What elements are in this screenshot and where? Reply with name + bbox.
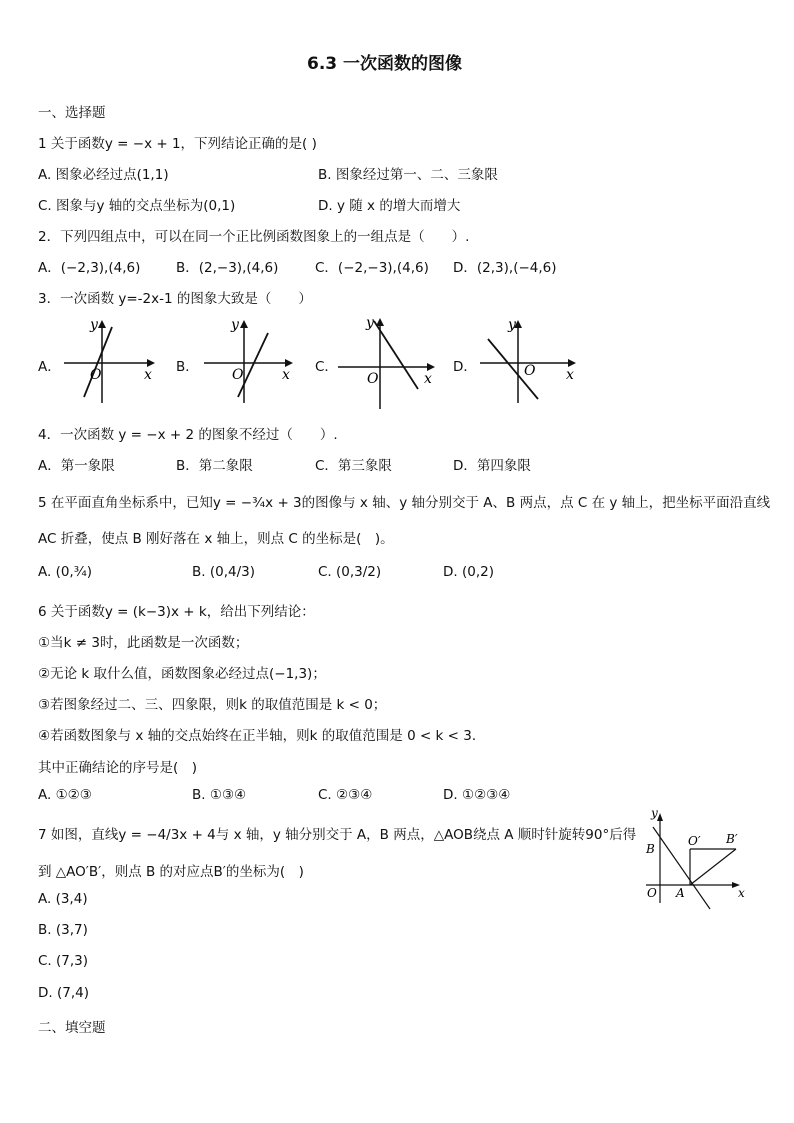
question-3-stem: 3．一次函数 y=-2x-1 的图象大致是（ ） bbox=[38, 291, 312, 307]
question-5-option-b: B. (0,4/3) bbox=[192, 564, 255, 580]
question-5-option-a: A. (0,¾) bbox=[38, 564, 93, 580]
question-4-option-a: A．第一象限 bbox=[38, 458, 115, 474]
question-7-option-c: C. (7,3) bbox=[38, 953, 89, 969]
fig-x-label: x bbox=[738, 886, 745, 900]
question-2-option-d: D．(2,3),(−4,6) bbox=[453, 260, 557, 276]
question-1-option-a: A. 图象必经过点(1,1) bbox=[38, 167, 169, 183]
question-7-option-b: B. (3,7) bbox=[38, 922, 88, 938]
question-3-option-c: C． bbox=[315, 359, 338, 375]
y-axis-label: y bbox=[508, 317, 516, 333]
graph-option-a bbox=[60, 313, 160, 403]
question-2-option-b: B．(2,−3),(4,6) bbox=[176, 260, 279, 276]
question-7-stem-line-1: 7 如图，直线y = −4/3x + 4与 x 轴，y 轴分别交于 A，B 两点，△AOB绕点 A 顺时针旋转90°后得 bbox=[38, 827, 637, 843]
question-3-option-d: D． bbox=[453, 359, 477, 375]
question-5-stem-line-2: AC 折叠，使点 B 刚好落在 x 轴上，则点 C 的坐标是( )。 bbox=[38, 531, 394, 547]
question-1-option-b: B. 图象经过第一、二、三象限 bbox=[318, 167, 498, 183]
x-axis-label: x bbox=[566, 367, 574, 383]
fig-point-a: A bbox=[676, 886, 685, 900]
question-1-option-c: C. 图象与y 轴的交点坐标为(0,1) bbox=[38, 198, 236, 214]
question-3-option-b: B． bbox=[176, 359, 199, 375]
question-4-option-d: D．第四象限 bbox=[453, 458, 531, 474]
question-7-stem-line-2: 到 △AO′B′，则点 B 的对应点B′的坐标为( ) bbox=[38, 864, 304, 880]
question-4-option-b: B．第二象限 bbox=[176, 458, 253, 474]
question-6-stem: 6 关于函数y = (k−3)x + k，给出下列结论： bbox=[38, 604, 315, 620]
origin-label: O bbox=[90, 367, 102, 383]
page-title: 6.3 一次函数的图像 bbox=[307, 54, 463, 74]
x-axis-label: x bbox=[424, 371, 432, 387]
question-4-stem: 4．一次函数 y = −x + 2 的图象不经过（ ）. bbox=[38, 427, 338, 443]
question-2-option-a: A．(−2,3),(4,6) bbox=[38, 260, 141, 276]
question-6-statement-2: ②无论 k 取什么值，函数图象必经过点(−1,3)； bbox=[38, 666, 326, 682]
origin-label: O bbox=[524, 363, 536, 379]
question-6-statement-1: ①当k ≠ 3时，此函数是一次函数； bbox=[38, 635, 249, 651]
graph-option-d bbox=[476, 313, 582, 403]
question-6-option-c: C. ②③④ bbox=[318, 787, 373, 803]
origin-label: O bbox=[367, 371, 379, 387]
question-5-option-c: C. (0,3/2) bbox=[318, 564, 382, 580]
question-2-option-c: C．(−2,−3),(4,6) bbox=[315, 260, 429, 276]
question-7-option-a: A. (3,4) bbox=[38, 891, 88, 907]
section-heading: 一、选择题 bbox=[38, 105, 106, 121]
question-6-ask: 其中正确结论的序号是( ) bbox=[38, 760, 198, 776]
question-1-option-d: D. y 随 x 的增大而增大 bbox=[318, 198, 461, 214]
question-7-option-d: D. (7,4) bbox=[38, 985, 89, 1001]
origin-label: O bbox=[232, 367, 244, 383]
x-axis-label: x bbox=[282, 367, 290, 383]
fig-origin: O bbox=[647, 886, 657, 900]
question-6-statement-4: ④若函数图象与 x 轴的交点始终在正半轴，则k 的取值范围是 0 < k < 3． bbox=[38, 728, 486, 744]
graph-option-b bbox=[200, 313, 300, 403]
fig-y-label: y bbox=[651, 806, 658, 820]
graph-option-c bbox=[336, 313, 440, 411]
question-6-option-a: A. ①②③ bbox=[38, 787, 92, 803]
y-axis-label: y bbox=[366, 315, 374, 331]
question-1-stem: 1 关于函数y = −x + 1，下列结论正确的是( ) bbox=[38, 136, 317, 152]
question-3-option-a: A． bbox=[38, 359, 61, 375]
fig-point-o-prime: O′ bbox=[688, 834, 701, 848]
question-6-option-b: B. ①③④ bbox=[192, 787, 247, 803]
question-4-option-c: C．第三象限 bbox=[315, 458, 392, 474]
question-5-option-d: D. (0,2) bbox=[443, 564, 494, 580]
y-axis-label: y bbox=[90, 317, 98, 333]
question-6-option-d: D. ①②③④ bbox=[443, 787, 511, 803]
section-heading: 二、填空题 bbox=[38, 1020, 106, 1036]
fig-point-b: B bbox=[646, 842, 655, 856]
question-6-statement-3: ③若图象经过二、三、四象限，则k 的取值范围是 k < 0； bbox=[38, 697, 387, 713]
question-7-figure bbox=[632, 805, 750, 915]
question-2-stem: 2．下列四组点中，可以在同一个正比例函数图象上的一组点是（ ）. bbox=[38, 229, 470, 245]
x-axis-label: x bbox=[144, 367, 152, 383]
y-axis-label: y bbox=[231, 317, 239, 333]
fig-point-b-prime: B′ bbox=[726, 832, 738, 846]
question-5-stem-line-1: 5 在平面直角坐标系中，已知y = −¾x + 3的图像与 x 轴、y 轴分别交于 A、B 两点，点 C 在 y 轴上，把坐标平面沿直线 bbox=[38, 495, 771, 511]
